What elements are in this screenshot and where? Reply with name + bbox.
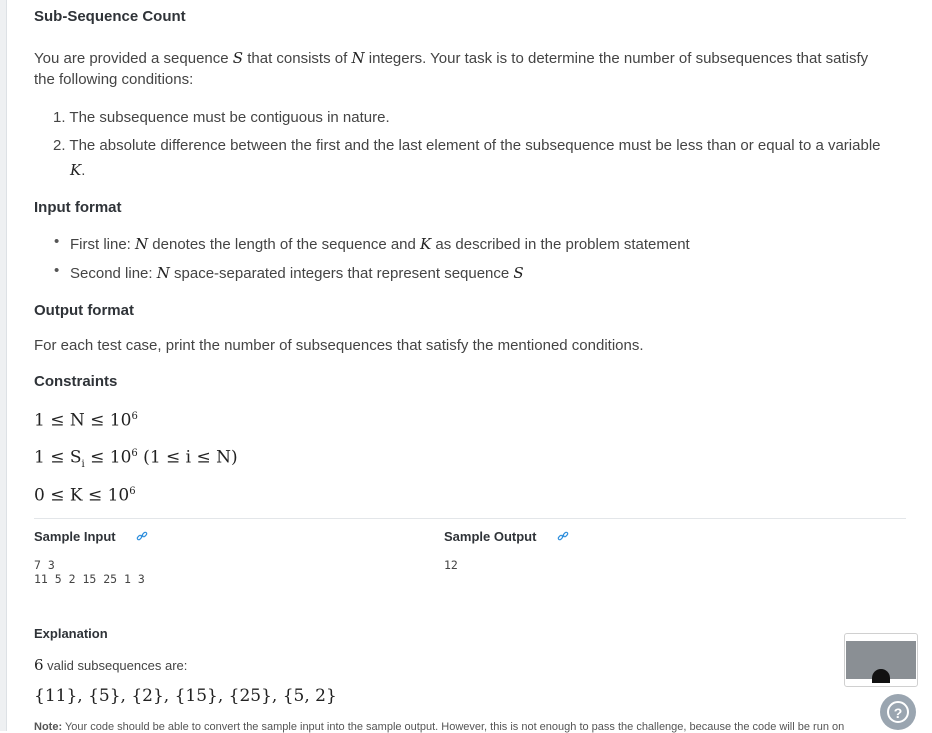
input-text: Second line: [70, 265, 157, 282]
input-line-1 [70, 233, 690, 256]
help-button[interactable] [880, 694, 916, 730]
sample-output-text: 12 [444, 558, 458, 572]
input-text: space-separated integers that represent sequence [169, 265, 514, 282]
condition-text: The subsequence must be contiguous in nature. [69, 109, 390, 126]
condition-number: 1. [53, 109, 66, 126]
explanation-heading: Explanation [34, 626, 108, 641]
input-text: First line: [70, 236, 136, 253]
var-N: N [135, 235, 149, 253]
intro-paragraph-line2: the following conditions: [34, 71, 194, 88]
constraint-exp: 6 [131, 448, 138, 459]
condition-text: The absolute difference between the first and the last element of the subsequence must be less than or equal to a variable [69, 137, 881, 154]
help-icon: ? [887, 701, 909, 723]
var-K: K [70, 161, 82, 179]
explanation-sets: {11}, {5}, {2}, {15}, {25}, {5, 2} [34, 686, 337, 706]
intro-text: integers. Your task is to determine the number of subsequences that satisfy [364, 50, 869, 67]
var-K: K [420, 235, 432, 253]
note-line [34, 721, 844, 733]
webcam-preview[interactable] [844, 633, 918, 687]
input-line-2 [70, 262, 524, 285]
constraint-exp: 6 [129, 486, 136, 497]
bullet: • [54, 233, 60, 250]
constraint-sub: i [81, 459, 85, 471]
var-S: S [232, 49, 244, 67]
constraint-text: 0 ≤ K ≤ 10 [34, 485, 130, 506]
constraint-text: 1 ≤ N ≤ 10 [34, 410, 132, 431]
constraints-heading: Constraints [34, 373, 118, 390]
constraint-1 [34, 406, 138, 432]
note-label: Note: [34, 721, 63, 733]
condition-number: 2. [53, 137, 66, 154]
input-format-heading: Input format [34, 199, 122, 216]
condition-item [53, 135, 881, 157]
constraint-text: ≤ 10 [84, 447, 132, 468]
constraint-text: (1 ≤ i ≤ N) [137, 447, 238, 468]
sample-input-label: Sample Input [34, 529, 116, 544]
explanation-count: 6 [34, 656, 44, 674]
link-icon[interactable] [557, 530, 569, 545]
sample-input-text: 7 3 11 5 2 15 25 1 3 [34, 558, 145, 586]
condition-item [53, 107, 390, 129]
var-S: S [513, 264, 524, 282]
intro-text: that consists of [243, 50, 352, 67]
sample-output-label: Sample Output [444, 529, 537, 544]
constraint-3 [34, 481, 136, 507]
condition-item-cont [70, 159, 85, 182]
explanation-line [34, 654, 187, 677]
input-text: as described in the problem statement [431, 236, 690, 253]
condition-tail: . [81, 162, 86, 179]
divider [34, 518, 906, 519]
constraint-exp: 6 [131, 411, 138, 422]
note-text: Your code should be able to convert the sample input into the sample output. However, this is not enough to pass the challenge, because the code will be run on [62, 721, 845, 733]
output-format-heading: Output format [34, 302, 134, 319]
constraint-2 [34, 443, 238, 476]
bullet: • [54, 262, 60, 279]
person-silhouette [872, 669, 890, 683]
input-text: denotes the length of the sequence and [148, 236, 421, 253]
left-border [0, 0, 7, 731]
var-N: N [156, 264, 170, 282]
webcam-feed [846, 641, 916, 679]
intro-paragraph [34, 47, 868, 70]
var-N: N [351, 49, 365, 67]
constraint-text: 1 ≤ S [34, 447, 82, 468]
intro-text: You are provided a sequence [34, 50, 233, 67]
explanation-text: valid subsequences are: [43, 658, 188, 673]
output-format-text: For each test case, print the number of subsequences that satisfy the mentioned conditions. [34, 337, 644, 354]
problem-title: Sub-Sequence Count [34, 8, 186, 25]
link-icon[interactable] [136, 530, 148, 545]
